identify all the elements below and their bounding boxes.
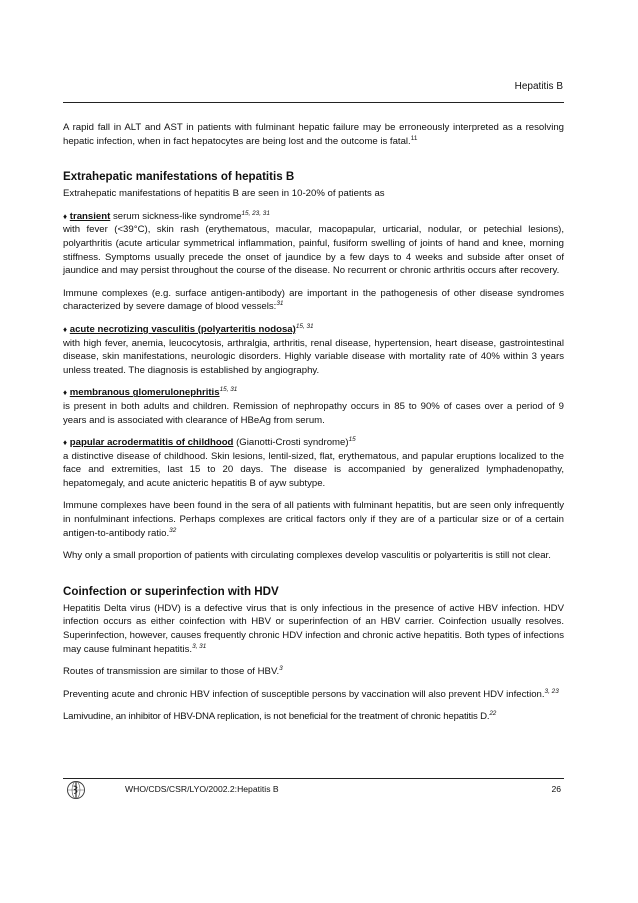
hdv-p1-text: Hepatitis Delta virus (HDV) is a defective virus that is only infectious in the presence of active HBV infection. HDV infection occurs as either coinfection with HBV or superinfection of an HBV carrier. Coinfection usually resolves. Superinfection, however, causes frequently chronic HDV infection and chronic active hepatitis. Both types of infections may cause fulminant hepatitis. xyxy=(63,602,564,655)
diamond-bullet-icon: ♦ xyxy=(63,324,68,334)
hdv-p3-text: Preventing acute and chronic HBV infection of susceptible persons by vaccination will also prevent HDV infection. xyxy=(63,688,545,700)
immune1-ref: 31 xyxy=(276,300,284,308)
intro-ref: 11 xyxy=(410,134,418,142)
intro-paragraph xyxy=(63,121,564,148)
immune2-text: Immune complexes have been found in the sera of all patients with fulminant hepatitis, but are seen only infrequently in nonfulminant infections. Perhaps complexes are critical factors only if they are of a particular size or of a certain antigen-to-antibody ratio. xyxy=(63,500,564,539)
header-divider xyxy=(63,102,564,103)
hdv-paragraph-3 xyxy=(63,688,564,702)
acro-ref: 15 xyxy=(348,436,356,444)
acro-title-rest: (Gianotti-Crosti syndrome) xyxy=(233,437,349,449)
diamond-bullet-icon: ♦ xyxy=(63,438,68,448)
extrahepatic-lead: Extrahepatic manifestations of hepatitis B are seen in 10-20% of patients as xyxy=(63,188,385,200)
page-footer xyxy=(63,780,564,800)
section-heading-extrahepatic: Extrahepatic manifestations of hepatitis B xyxy=(63,170,295,184)
who-emblem-icon xyxy=(66,780,86,800)
vasculitis-ref: 15, 31 xyxy=(295,322,314,330)
acro-description: a distinctive disease of childhood. Skin lesions, lentil-sized, flat, erythematous, and papular eruptions localized to the face and extremities, last 15 to 20 days. The disease is accompanied by generalized lymphadenopathy, hepatomegaly, and acute anicteric hepatitis B of ayw subtype. xyxy=(63,450,564,489)
page-number: 26 xyxy=(551,784,561,794)
transient-ref: 15, 23, 31 xyxy=(241,209,270,217)
immune1-text: Immune complexes (e.g. surface antigen-antibody) are important in the pathogenesis of other disease syndromes characterized by severe damage of blood vessels: xyxy=(63,287,564,313)
hdv-paragraph-2 xyxy=(63,665,564,679)
hdv-paragraph-4 xyxy=(63,710,564,724)
immune-complex-paragraph-2 xyxy=(63,499,564,540)
hdv-p3-ref: 3, 23 xyxy=(544,687,559,695)
diamond-bullet-icon: ♦ xyxy=(63,388,68,398)
intro-text: A rapid fall in ALT and AST in patients with fulminant hepatic failure may be erroneously interpreted as a resolving hepatic infection, when in fact hepatocytes are being lost and the outcome is fatal. xyxy=(63,122,564,147)
bullet-acrodermatitis xyxy=(63,436,564,490)
page-body xyxy=(63,121,564,724)
hdv-paragraph-1 xyxy=(63,602,564,656)
diamond-bullet-icon: ♦ xyxy=(63,211,68,221)
bullet-vasculitis xyxy=(63,323,564,377)
hdv-p4-text: Lamivudine, an inhibitor of HBV-DNA replication, is not beneficial for the treatment of chronic hepatitis D. xyxy=(63,711,490,723)
hdv-p2-ref: 3 xyxy=(279,665,283,673)
hdv-p2-text: Routes of transmission are similar to those of HBV. xyxy=(63,666,280,678)
term-glomerulonephritis: membranous glomerulonephritis xyxy=(69,387,220,399)
closing-paragraph: Why only a small proportion of patients with circulating complexes develop vasculitis or polyarteritis is still not clear. xyxy=(63,550,551,562)
glomerulo-ref: 15, 31 xyxy=(219,386,238,394)
section-heading-hdv: Coinfection or superinfection with HDV xyxy=(63,584,279,598)
immune2-ref: 32 xyxy=(169,526,177,534)
running-header: Hepatitis B xyxy=(514,81,563,92)
footer-divider xyxy=(63,778,564,779)
vasculitis-description: with high fever, anemia, leucocytosis, arthralgia, arthritis, renal disease, hypertension, heart disease, gastrointestinal disease, skin manifestations, neurologic disorders. Highly variable disease with mortality rate of 40% within 3 years unless treated. The diagnosis is established by angiography. xyxy=(63,337,564,376)
hdv-p1-ref: 3, 31 xyxy=(192,642,207,650)
glomerulo-description: is present in both adults and children. Remission of nephropathy occurs in 85 to 90% of cases over a period of 9 years and is associated with clearance of HBeAg from serum. xyxy=(63,400,564,426)
immune-complex-paragraph-1 xyxy=(63,287,564,314)
term-vasculitis: acute necrotizing vasculitis (polyarteritis nodosa) xyxy=(69,323,296,335)
document-code: WHO/CDS/CSR/LYO/2002.2:Hepatitis B xyxy=(125,784,279,794)
hdv-p4-ref: 22 xyxy=(489,710,497,718)
bullet-glomerulonephritis xyxy=(63,386,564,427)
bullet-transient xyxy=(63,210,564,278)
transient-description: with fever (<39°C), skin rash (erythematous, macular, macopapular, urticarial, nodular, or petechial lesions), polyarthritis (acute articular symmetrical inflammation, painful, fusiform swelling of joints of hand and knee, morning stiffness. Symptoms usually precede the onset of jaundice by a few days to 4 weeks and subside after onset of jaundice and may persist throughout the course of the disease. No recurrent or chronic arthritis occurs after recovery. xyxy=(63,224,564,277)
term-acrodermatitis: papular acrodermatitis of childhood xyxy=(69,437,234,449)
term-transient: transient xyxy=(69,210,111,222)
transient-title-rest: serum sickness-like syndrome xyxy=(110,210,242,222)
